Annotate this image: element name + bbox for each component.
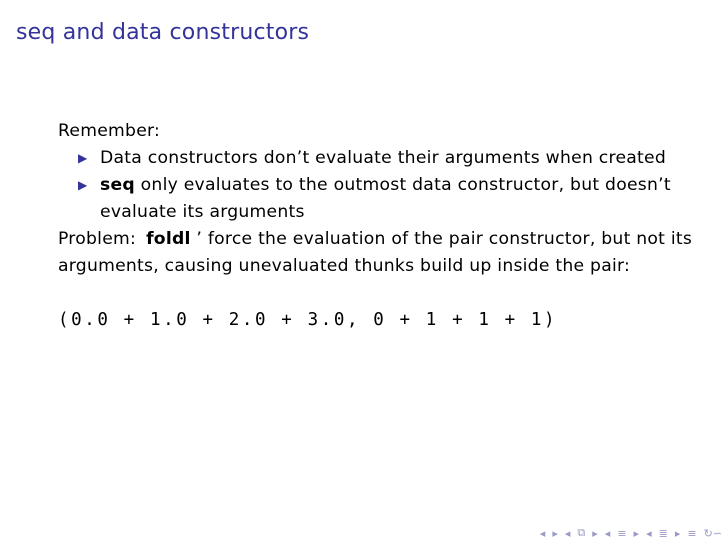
nav-section-icon[interactable]: ≡ [617,526,627,540]
code-snippet: (0.0 + 1.0 + 2.0 + 3.0, 0 + 1 + 1 + 1) [58,310,558,330]
nav-frame-prev-icon[interactable]: ◂ [564,526,571,540]
bullet-keyword: seq [100,175,135,195]
nav-section-next-icon[interactable]: ▸ [633,526,640,540]
problem-paragraph [58,226,698,280]
nav-section-prev-icon[interactable]: ◂ [604,526,611,540]
problem-label: Problem: [58,229,137,249]
bullet-list [58,145,698,226]
nav-frame-icon[interactable]: ⧉ [577,526,586,539]
bullet-item [58,172,698,226]
nav-toc-icon[interactable]: ≡ [687,526,697,540]
bullet-arrow-icon: ▶ [78,178,88,192]
nav-frame-next-icon[interactable]: ▸ [592,526,598,540]
bullet-arrow-icon: ▶ [78,151,88,165]
nav-subsection-next-icon[interactable]: ▸ [674,526,681,540]
nav-subsection-prev-icon[interactable]: ◂ [646,526,652,540]
intro-text: Remember: [58,121,161,141]
bullet-text: Data constructors don’t evaluate their arguments when created [100,148,667,168]
problem-text: ’ force the evaluation of the pair constructor, but not its arguments, causing unevaluated thunks build up inside the pair: [58,229,693,276]
bullet-item [58,145,698,172]
bullet-text: only evaluates to the outmost data constructor, but doesn’t evaluate its arguments [100,175,671,222]
nav-prev-icon[interactable]: ▸ [552,526,558,540]
function-name: foldl [146,229,191,249]
slide-title: seq and data constructors [16,20,310,45]
nav-first-icon[interactable]: ◂ [539,526,546,540]
slide-content [58,118,698,334]
navigation-bar [540,526,722,540]
nav-search-icon[interactable]: ↻∽ [703,526,722,540]
nav-subsection-icon[interactable]: ≣ [658,526,668,540]
